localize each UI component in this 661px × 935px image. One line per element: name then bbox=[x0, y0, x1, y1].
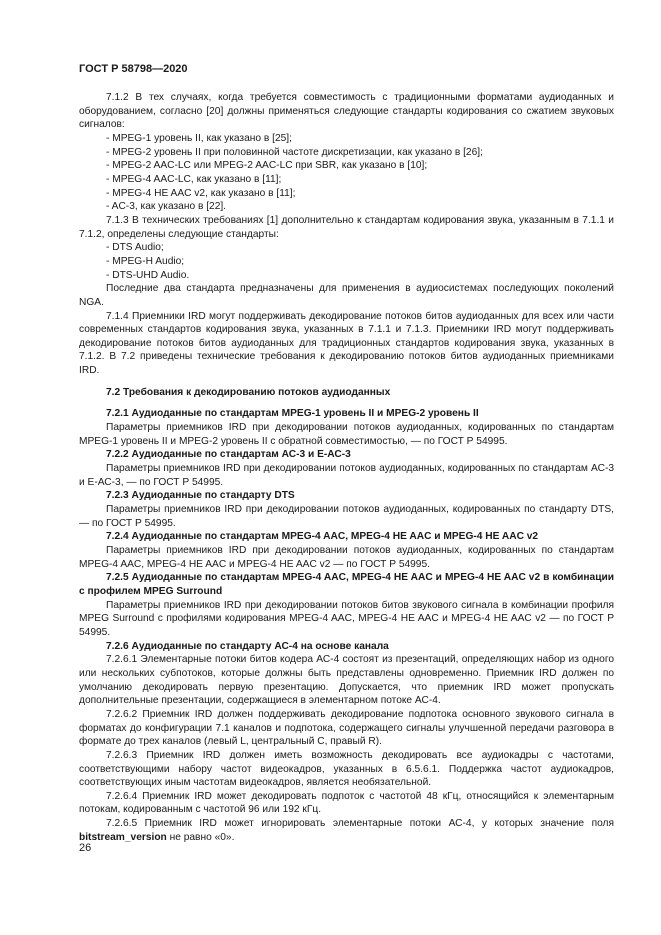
list-item: - MPEG-2 AAC-LC или MPEG-2 AAC-LC при SBR, как указано в [10]; bbox=[106, 160, 428, 172]
list-item: - AC-3, как указано в [22]. bbox=[106, 201, 227, 213]
paragraph-7-2-6-3: 7.2.6.3 Приемник IRD должен иметь возможность декодировать все аудиокадры с частотами, соответствующими набору частот видеокадров, указанных в 6.5.6.1. Поддержка частот аудиокадров, соответствующих иным частотам видеокадров, является необязательной. bbox=[79, 749, 614, 789]
paragraph-7-2-5: Параметры приемников IRD при декодировании потоков битов звукового сигнала в комбинации профиля MPEG Surround с профилями кодирования MPEG-4 AAC, MPEG-4 HE AAC и MPEG-4 HE AAC v2 — по ГОСТ Р 54995. bbox=[79, 599, 614, 638]
paragraph-7-2-3: Параметры приемников IRD при декодировании потоков аудиоданных, кодированных по стандарту DTS, — по ГОСТ Р 54995. bbox=[79, 504, 614, 529]
subsection-heading-7-2-1: 7.2.1 Аудиоданные по стандартам MPEG-1 уровень II и MPEG-2 уровень II bbox=[106, 408, 479, 420]
section-heading-7-2: 7.2 Требования к декодированию потоков аудиоданных bbox=[106, 386, 391, 398]
paragraph-text: не равно «0». bbox=[166, 831, 235, 843]
document-header: ГОСТ Р 58798—2020 bbox=[79, 63, 188, 75]
paragraph-7-2-1: Параметры приемников IRD при декодировании потоков аудиоданных, кодированных по стандартам MPEG-1 уровень II и MPEG-2 уровень II с обратной совместимостью, — по ГОСТ Р 54995. bbox=[79, 422, 614, 447]
list-item: - DTS Audio; bbox=[106, 242, 164, 254]
list-item: - MPEG-4 AAC-LC, как указано в [11]; bbox=[106, 173, 282, 185]
subsection-heading-7-2-6: 7.2.6 Аудиоданные по стандарту АС-4 на основе канала bbox=[106, 640, 389, 652]
page-number: 26 bbox=[79, 842, 92, 854]
paragraph-7-2-6-2: 7.2.6.2 Приемник IRD должен поддерживать декодирование подпотока основного звукового сигнала в форматах до конфигурации 7.1 каналов и подпотока, содержащего сигналы улучшенной передачи разговора в формате до трех каналов (левый L, центральный С, правый R). bbox=[79, 708, 614, 748]
paragraph-7-1-4: 7.1.4 Приемники IRD могут поддерживать декодирование потоков битов аудиоданных для всех или части современных стандартов кодирования звука, указанных в 7.1.1 и 7.1.3. Приемники IRD могут поддерживать декодирование потоков битов аудиоданных для традиционных стандартов кодирования звука, указанных в 7.1.2. В 7.2 приведены технические требования к декодированию потоков битов аудиоданных приемниками IRD. bbox=[79, 310, 614, 377]
list-item: - MPEG-4 HE AAC v2, как указано в [11]; bbox=[106, 187, 296, 199]
list-item: - DTS-UHD Audio. bbox=[106, 269, 190, 281]
list-item: - MPEG-H Audio; bbox=[106, 255, 185, 267]
list-item: - MPEG-2 уровень II при половинной частоте дискретизации, как указано в [26]; bbox=[106, 146, 483, 158]
paragraph-7-1-2: 7.1.2 В тех случаях, когда требуется совместимость с традиционными форматами аудиоданных и оборудованием, согласно [20] должны применяться следующие стандарты кодирования со сжатием звуковых сигналов: bbox=[79, 92, 614, 131]
paragraph-7-1-3: 7.1.3 В технических требованиях [1] дополнительно к стандартам кодирования звука, указанным в 7.1.1 и 7.1.2, определены следующие стандарты: bbox=[79, 214, 614, 240]
subsection-heading-7-2-3: 7.2.3 Аудиоданные по стандарту DTS bbox=[106, 490, 295, 502]
paragraph-nga: Последние два стандарта предназначены для применения в аудиосистемах последующих поколений NGA. bbox=[79, 283, 614, 308]
paragraph-text: 7.2.6.5 Приемник IRD может игнорировать элементарные потоки АС-4, у которых значение поля bbox=[106, 818, 614, 830]
paragraph-7-2-6-5 bbox=[79, 817, 614, 844]
paragraph-7-2-6-1: 7.2.6.1 Элементарные потоки битов кодера АС-4 состоят из презентаций, определяющих набор из одного или нескольких субпотоков, которые должны быть представлены одновременно. Приемник IRD должен по умолчанию декодировать первую презентацию. Допускается, что приемник IRD может пропускать дополнительные презентации, содержащиеся в элементарном потоке АС-4. bbox=[79, 654, 614, 707]
list-item: - MPEG-1 уровень II, как указано в [25]; bbox=[106, 132, 292, 144]
subsection-heading-7-2-5: 7.2.5 Аудиоданные по стандартам MPEG-4 AAC, MPEG-4 HE AAC и MPEG-4 HE AAC v2 в комбинации с профилем MPEG Surround bbox=[79, 572, 614, 597]
field-name: bitstream_version bbox=[79, 831, 167, 843]
paragraph-7-2-2: Параметры приемников IRD при декодировании потоков аудиоданных, кодированных по стандартам АС-3 и Е-АС-3, — по ГОСТ Р 54995. bbox=[79, 463, 614, 488]
subsection-heading-7-2-4: 7.2.4 Аудиоданные по стандартам MPEG-4 AAC, MPEG-4 HE AAC и MPEG-4 HE AAC v2 bbox=[106, 531, 539, 543]
document-body bbox=[79, 91, 614, 844]
paragraph-7-2-6-4: 7.2.6.4 Приемник IRD может декодировать подпоток с частотой 48 кГц, относящийся к элементарным потокам, кодированным с частотой 96 или 192 кГц. bbox=[79, 790, 614, 816]
paragraph-7-2-4: Параметры приемников IRD при декодировании потоков аудиоданных, кодированных по стандартам MPEG-4 AAC, MPEG-4 HE AAC и MPEG-4 HE AAC v2 — по ГОСТ Р 54995. bbox=[79, 545, 614, 570]
subsection-heading-7-2-2: 7.2.2 Аудиоданные по стандартам АС-3 и Е-АС-3 bbox=[106, 449, 351, 461]
